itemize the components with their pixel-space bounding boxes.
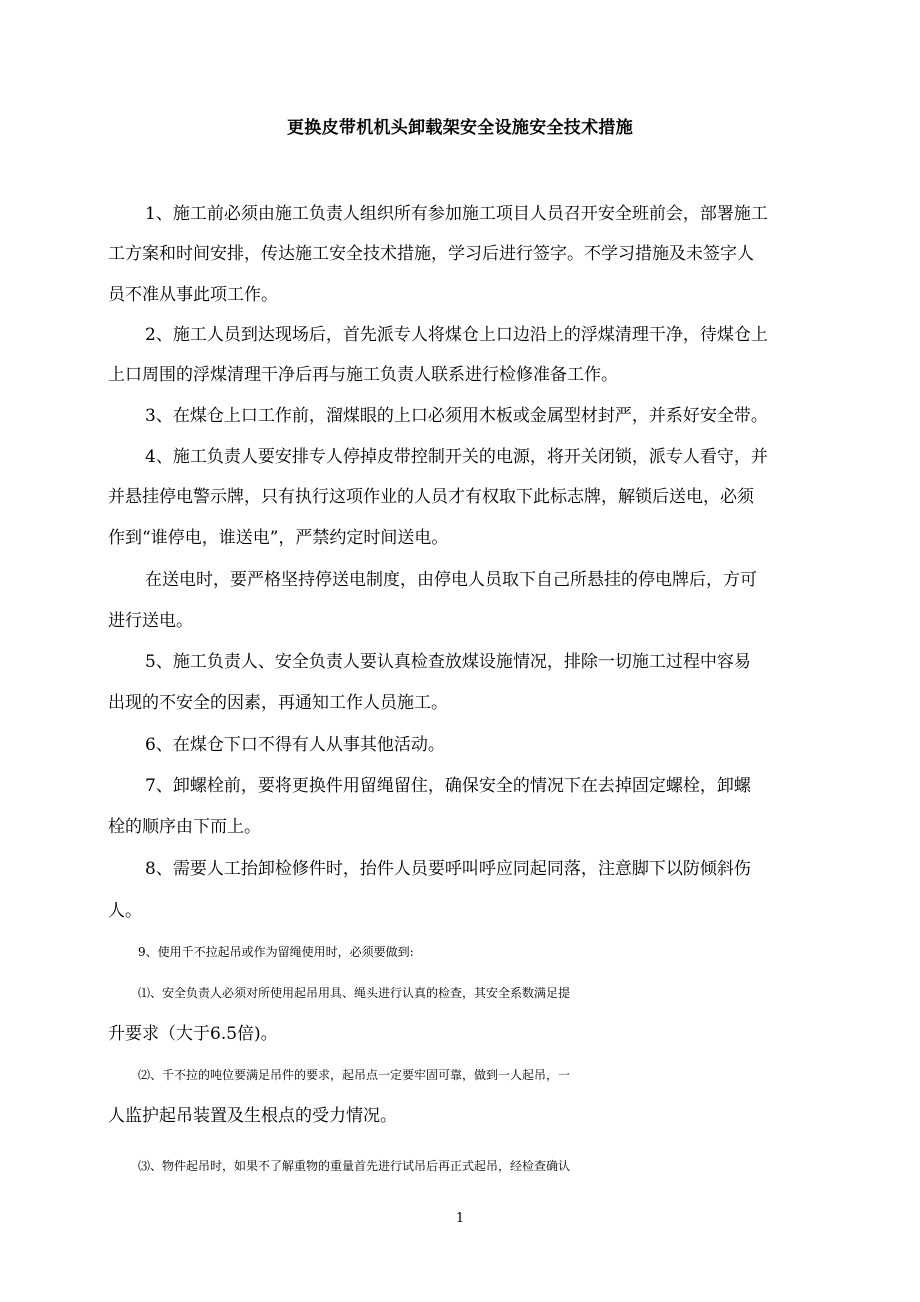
paragraph-line: 7、卸螺栓前，要将更换件用留绳留住，确保安全的情况下在去掉固定螺栓，卸螺 (145, 776, 751, 796)
paragraph-line: 4、施工负责人要安排专人停掉皮带控制开关的电源，将开关闭锁，派专人看守，并 (145, 447, 768, 467)
paragraph-line: 工方案和时间安排，传达施工安全技术措施，学习后进行签字。不学习措施及未签字人 (108, 244, 754, 264)
paragraph-line: 人。 (108, 901, 142, 921)
paragraph-line: 6、在煤仓下口不得有人从事其他活动。 (145, 735, 445, 755)
paragraph-line: 8、需要人工抬卸检修件时，抬件人员要呼叫呼应同起同落，注意脚下以防倾斜伤 (145, 859, 751, 879)
paragraph-line: ⑶、物件起吊时，如果不了解重物的重量首先进行试吊后再正式起吊，经检查确认 (138, 1159, 571, 1173)
paragraph-line: 2、施工人员到达现场后，首先派专人将煤仓上口边沿上的浮煤清理干净，待煤仓上 (145, 325, 768, 345)
paragraph-line: 在送电时，要严格坚持停送电制度，由停电人员取下自己所悬挂的停电牌后，方可 (145, 570, 757, 590)
paragraph-line: 升要求（大于6.5倍)。 (108, 1024, 278, 1044)
paragraph-line: 3、在煤仓上口工作前，溜煤眼的上口必须用木板或金属型材封严，并系好安全带。 (145, 406, 768, 426)
paragraph-line: 作到“谁停电，谁送电”，严禁约定时间送电。 (108, 528, 449, 548)
paragraph-line: 1、施工前必须由施工负责人组织所有参加施工项目人员召开安全班前会，部署施工 (145, 204, 768, 224)
paragraph-line: ⑴、安全负责人必须对所使用起吊用具、绳头进行认真的检查，其安全系数满足提 (138, 986, 571, 1000)
paragraph-line: 员不准从事此项工作。 (108, 285, 278, 305)
paragraph-line: 栓的顺序由下而上。 (108, 817, 261, 837)
paragraph-line: 9、使用千不拉起吊或作为留绳使用时，必须要做到: (138, 945, 414, 959)
paragraph-line: 人监护起吊装置及生根点的受力情况。 (108, 1106, 397, 1126)
paragraph-line: ⑵、千不拉的吨位要满足吊件的要求，起吊点一定要牢固可靠，做到一人起吊，一 (138, 1068, 571, 1082)
paragraph-line: 并悬挂停电警示牌，只有执行这项作业的人员才有权取下此标志牌，解锁后送电，必须 (108, 487, 754, 507)
paragraph-line: 5、施工负责人、安全负责人要认真检查放煤设施情况，排除一切施工过程中容易 (145, 652, 751, 672)
page-number: 1 (455, 1211, 465, 1226)
paragraph-line: 进行送电。 (108, 611, 193, 631)
paragraph-line: 上口周围的浮煤清理干净后再与施工负责人联系进行检修准备工作。 (108, 365, 618, 385)
paragraph-line: 出现的不安全的因素，再通知工作人员施工。 (108, 693, 448, 713)
document-title: 更换皮带机机头卸载架安全设施安全技术措施 (287, 118, 633, 138)
